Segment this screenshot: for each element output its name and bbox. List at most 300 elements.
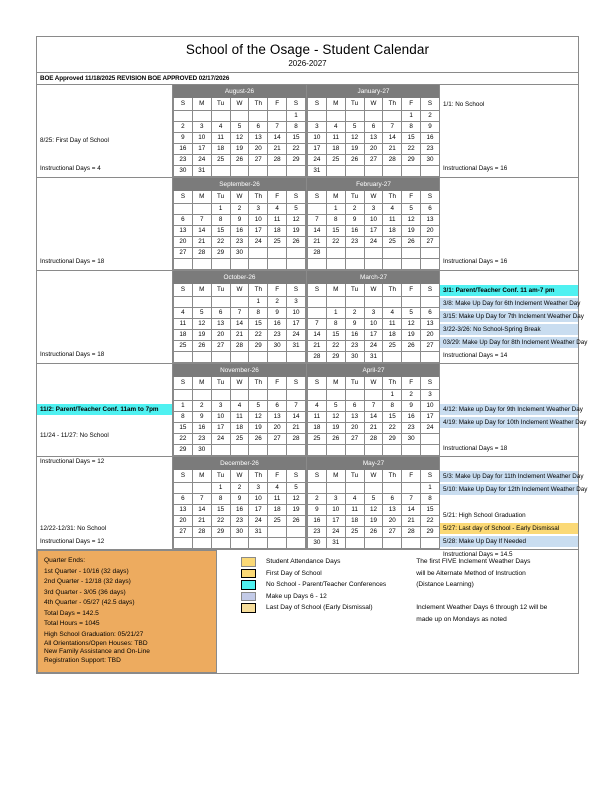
day-cell[interactable]: 15 [402, 133, 421, 144]
day-cell[interactable]: 28 [268, 155, 287, 166]
day-cell[interactable]: 7 [402, 494, 421, 505]
day-cell[interactable]: 11 [174, 319, 193, 330]
day-cell[interactable]: 28 [287, 434, 306, 445]
day-cell[interactable]: 19 [364, 516, 383, 527]
day-cell[interactable]: 27 [364, 155, 383, 166]
day-cell[interactable]: 19 [402, 330, 421, 341]
day-cell[interactable]: 9 [174, 133, 193, 144]
day-cell[interactable]: 26 [192, 341, 211, 352]
day-cell[interactable]: 21 [308, 341, 327, 352]
day-cell[interactable]: 16 [268, 319, 287, 330]
day-cell[interactable]: 5 [230, 122, 249, 133]
day-cell[interactable]: 20 [383, 516, 402, 527]
day-cell[interactable]: 25 [345, 527, 364, 538]
day-cell[interactable]: 3 [192, 122, 211, 133]
day-cell[interactable]: 27 [249, 155, 268, 166]
day-cell[interactable]: 23 [230, 516, 249, 527]
day-cell[interactable]: 10 [308, 133, 327, 144]
day-cell[interactable]: 3 [287, 297, 306, 308]
day-cell[interactable]: 18 [326, 144, 345, 155]
day-cell[interactable]: 29 [287, 155, 306, 166]
day-cell[interactable]: 15 [326, 330, 345, 341]
day-cell[interactable]: 20 [174, 237, 193, 248]
day-cell[interactable]: 31 [287, 341, 306, 352]
day-cell[interactable]: 3 [421, 390, 440, 401]
day-cell[interactable]: 12 [402, 319, 421, 330]
day-cell[interactable]: 25 [174, 341, 193, 352]
day-cell[interactable]: 4 [211, 122, 230, 133]
day-cell[interactable]: 1 [211, 483, 230, 494]
day-cell[interactable]: 16 [230, 505, 249, 516]
day-cell[interactable]: 29 [249, 341, 268, 352]
day-cell[interactable]: 18 [383, 226, 402, 237]
day-cell[interactable]: 1 [383, 390, 402, 401]
day-cell[interactable]: 20 [268, 423, 287, 434]
day-cell[interactable]: 9 [230, 215, 249, 226]
day-cell[interactable]: 24 [421, 423, 440, 434]
day-cell[interactable]: 18 [230, 423, 249, 434]
day-cell[interactable]: 7 [308, 319, 327, 330]
day-cell[interactable]: 23 [192, 434, 211, 445]
day-cell[interactable]: 5 [402, 204, 421, 215]
day-cell[interactable]: 19 [230, 144, 249, 155]
day-cell[interactable]: 16 [345, 226, 364, 237]
day-cell[interactable]: 29 [211, 248, 230, 259]
day-cell[interactable]: 7 [192, 494, 211, 505]
day-cell[interactable]: 28 [308, 352, 327, 363]
day-cell[interactable]: 24 [192, 155, 211, 166]
day-cell[interactable]: 28 [308, 248, 327, 259]
day-cell[interactable]: 1 [211, 204, 230, 215]
day-cell[interactable]: 11 [211, 133, 230, 144]
day-cell[interactable]: 8 [211, 494, 230, 505]
day-cell[interactable]: 5 [287, 483, 306, 494]
day-cell[interactable]: 11 [230, 412, 249, 423]
day-cell[interactable]: 27 [211, 341, 230, 352]
day-cell[interactable]: 2 [230, 483, 249, 494]
day-cell[interactable]: 6 [364, 122, 383, 133]
day-cell[interactable]: 4 [174, 308, 193, 319]
day-cell[interactable]: 3 [364, 308, 383, 319]
day-cell[interactable]: 15 [211, 505, 230, 516]
day-cell[interactable]: 13 [364, 133, 383, 144]
day-cell[interactable]: 30 [174, 166, 193, 177]
day-cell[interactable]: 23 [230, 237, 249, 248]
day-cell[interactable]: 29 [421, 527, 440, 538]
day-cell[interactable]: 18 [268, 505, 287, 516]
day-cell[interactable]: 1 [287, 111, 306, 122]
day-cell[interactable]: 5 [192, 308, 211, 319]
day-cell[interactable]: 7 [383, 122, 402, 133]
day-cell[interactable]: 19 [402, 226, 421, 237]
day-cell[interactable]: 30 [345, 352, 364, 363]
day-cell[interactable]: 8 [421, 494, 440, 505]
day-cell[interactable]: 2 [345, 308, 364, 319]
day-cell[interactable]: 6 [174, 494, 193, 505]
day-cell[interactable]: 8 [383, 401, 402, 412]
day-cell[interactable]: 25 [211, 155, 230, 166]
day-cell[interactable]: 4 [308, 401, 327, 412]
day-cell[interactable]: 25 [383, 237, 402, 248]
day-cell[interactable]: 22 [249, 330, 268, 341]
day-cell[interactable]: 9 [421, 122, 440, 133]
day-cell[interactable]: 10 [421, 401, 440, 412]
day-cell[interactable]: 3 [249, 204, 268, 215]
day-cell[interactable]: 18 [211, 144, 230, 155]
day-cell[interactable]: 21 [287, 423, 306, 434]
day-cell[interactable]: 14 [230, 319, 249, 330]
day-cell[interactable]: 15 [326, 226, 345, 237]
day-cell[interactable]: 14 [268, 133, 287, 144]
day-cell[interactable]: 24 [211, 434, 230, 445]
day-cell[interactable]: 11 [383, 319, 402, 330]
day-cell[interactable]: 29 [402, 155, 421, 166]
day-cell[interactable]: 6 [174, 215, 193, 226]
day-cell[interactable]: 10 [249, 215, 268, 226]
day-cell[interactable]: 3 [249, 483, 268, 494]
day-cell[interactable]: 5 [364, 494, 383, 505]
day-cell[interactable]: 14 [192, 226, 211, 237]
day-cell[interactable]: 6 [211, 308, 230, 319]
day-cell[interactable]: 26 [249, 434, 268, 445]
day-cell[interactable]: 28 [192, 527, 211, 538]
day-cell[interactable]: 16 [192, 423, 211, 434]
day-cell[interactable]: 16 [402, 412, 421, 423]
day-cell[interactable]: 12 [402, 215, 421, 226]
day-cell[interactable]: 1 [326, 308, 345, 319]
day-cell[interactable]: 31 [249, 527, 268, 538]
day-cell[interactable]: 14 [402, 505, 421, 516]
day-cell[interactable]: 22 [211, 516, 230, 527]
day-cell[interactable]: 30 [402, 434, 421, 445]
day-cell[interactable]: 26 [230, 155, 249, 166]
day-cell[interactable]: 3 [364, 204, 383, 215]
day-cell[interactable]: 12 [364, 505, 383, 516]
day-cell[interactable]: 4 [230, 401, 249, 412]
day-cell[interactable]: 24 [249, 516, 268, 527]
day-cell[interactable]: 4 [345, 494, 364, 505]
day-cell[interactable]: 30 [421, 155, 440, 166]
day-cell[interactable]: 6 [421, 204, 440, 215]
day-cell[interactable]: 10 [364, 319, 383, 330]
day-cell[interactable]: 17 [249, 505, 268, 516]
day-cell[interactable]: 16 [230, 226, 249, 237]
day-cell[interactable]: 7 [268, 122, 287, 133]
day-cell[interactable]: 30 [268, 341, 287, 352]
day-cell[interactable]: 13 [345, 412, 364, 423]
day-cell[interactable]: 1 [402, 111, 421, 122]
day-cell[interactable]: 20 [364, 144, 383, 155]
day-cell[interactable]: 31 [364, 352, 383, 363]
day-cell[interactable]: 13 [421, 215, 440, 226]
day-cell[interactable]: 28 [364, 434, 383, 445]
day-cell[interactable]: 25 [308, 434, 327, 445]
day-cell[interactable]: 22 [174, 434, 193, 445]
day-cell[interactable]: 7 [364, 401, 383, 412]
day-cell[interactable]: 14 [287, 412, 306, 423]
day-cell[interactable]: 15 [211, 226, 230, 237]
day-cell[interactable]: 24 [326, 527, 345, 538]
day-cell[interactable]: 27 [345, 434, 364, 445]
day-cell[interactable]: 12 [230, 133, 249, 144]
day-cell[interactable]: 28 [230, 341, 249, 352]
day-cell[interactable]: 3 [326, 494, 345, 505]
day-cell[interactable]: 24 [364, 237, 383, 248]
day-cell[interactable]: 29 [383, 434, 402, 445]
day-cell[interactable]: 12 [249, 412, 268, 423]
day-cell[interactable]: 26 [402, 341, 421, 352]
day-cell[interactable]: 12 [192, 319, 211, 330]
day-cell[interactable]: 20 [421, 226, 440, 237]
day-cell[interactable]: 18 [345, 516, 364, 527]
day-cell[interactable]: 25 [268, 516, 287, 527]
day-cell[interactable]: 23 [308, 527, 327, 538]
day-cell[interactable]: 16 [174, 144, 193, 155]
day-cell[interactable]: 2 [268, 297, 287, 308]
day-cell[interactable]: 8 [287, 122, 306, 133]
day-cell[interactable]: 25 [383, 341, 402, 352]
day-cell[interactable]: 19 [345, 144, 364, 155]
day-cell[interactable]: 7 [230, 308, 249, 319]
day-cell[interactable]: 30 [308, 538, 327, 549]
day-cell[interactable]: 10 [211, 412, 230, 423]
day-cell[interactable]: 21 [364, 423, 383, 434]
day-cell[interactable]: 15 [249, 319, 268, 330]
day-cell[interactable]: 8 [326, 215, 345, 226]
day-cell[interactable]: 3 [308, 122, 327, 133]
day-cell[interactable]: 6 [421, 308, 440, 319]
day-cell[interactable]: 21 [192, 516, 211, 527]
day-cell[interactable]: 4 [383, 204, 402, 215]
day-cell[interactable]: 14 [192, 505, 211, 516]
day-cell[interactable]: 25 [268, 237, 287, 248]
day-cell[interactable]: 17 [364, 226, 383, 237]
day-cell[interactable]: 14 [308, 226, 327, 237]
day-cell[interactable]: 2 [421, 111, 440, 122]
day-cell[interactable]: 22 [402, 144, 421, 155]
day-cell[interactable]: 24 [308, 155, 327, 166]
day-cell[interactable]: 23 [421, 144, 440, 155]
day-cell[interactable]: 2 [345, 204, 364, 215]
day-cell[interactable]: 17 [308, 144, 327, 155]
day-cell[interactable]: 28 [192, 248, 211, 259]
day-cell[interactable]: 22 [421, 516, 440, 527]
day-cell[interactable]: 15 [174, 423, 193, 434]
day-cell[interactable]: 2 [192, 401, 211, 412]
day-cell[interactable]: 15 [287, 133, 306, 144]
day-cell[interactable]: 22 [287, 144, 306, 155]
day-cell[interactable]: 21 [268, 144, 287, 155]
day-cell[interactable]: 26 [364, 527, 383, 538]
day-cell[interactable]: 7 [287, 401, 306, 412]
day-cell[interactable]: 13 [268, 412, 287, 423]
day-cell[interactable]: 23 [345, 237, 364, 248]
day-cell[interactable]: 8 [402, 122, 421, 133]
day-cell[interactable]: 2 [308, 494, 327, 505]
day-cell[interactable]: 30 [230, 248, 249, 259]
day-cell[interactable]: 7 [192, 215, 211, 226]
day-cell[interactable]: 8 [211, 215, 230, 226]
day-cell[interactable]: 20 [249, 144, 268, 155]
day-cell[interactable]: 12 [345, 133, 364, 144]
day-cell[interactable]: 22 [211, 237, 230, 248]
day-cell[interactable]: 19 [326, 423, 345, 434]
day-cell[interactable]: 6 [345, 401, 364, 412]
day-cell[interactable]: 17 [249, 226, 268, 237]
day-cell[interactable]: 9 [230, 494, 249, 505]
day-cell[interactable]: 17 [192, 144, 211, 155]
day-cell[interactable]: 23 [174, 155, 193, 166]
day-cell[interactable]: 19 [287, 226, 306, 237]
day-cell[interactable]: 14 [364, 412, 383, 423]
day-cell[interactable]: 12 [287, 215, 306, 226]
day-cell[interactable]: 17 [326, 516, 345, 527]
day-cell[interactable]: 9 [268, 308, 287, 319]
day-cell[interactable]: 13 [383, 505, 402, 516]
day-cell[interactable]: 6 [268, 401, 287, 412]
day-cell[interactable]: 31 [326, 538, 345, 549]
day-cell[interactable]: 18 [268, 226, 287, 237]
day-cell[interactable]: 10 [287, 308, 306, 319]
day-cell[interactable]: 13 [211, 319, 230, 330]
day-cell[interactable]: 13 [174, 226, 193, 237]
day-cell[interactable]: 23 [345, 341, 364, 352]
day-cell[interactable]: 8 [326, 319, 345, 330]
day-cell[interactable]: 14 [383, 133, 402, 144]
day-cell[interactable]: 16 [308, 516, 327, 527]
day-cell[interactable]: 5 [249, 401, 268, 412]
day-cell[interactable]: 31 [192, 166, 211, 177]
day-cell[interactable]: 24 [249, 237, 268, 248]
day-cell[interactable]: 5 [345, 122, 364, 133]
day-cell[interactable]: 25 [230, 434, 249, 445]
day-cell[interactable]: 21 [192, 237, 211, 248]
day-cell[interactable]: 2 [230, 204, 249, 215]
day-cell[interactable]: 11 [268, 215, 287, 226]
day-cell[interactable]: 27 [268, 434, 287, 445]
day-cell[interactable]: 26 [402, 237, 421, 248]
day-cell[interactable]: 30 [230, 527, 249, 538]
day-cell[interactable]: 30 [192, 445, 211, 456]
day-cell[interactable]: 9 [345, 319, 364, 330]
day-cell[interactable]: 21 [383, 144, 402, 155]
day-cell[interactable]: 14 [308, 330, 327, 341]
day-cell[interactable]: 19 [249, 423, 268, 434]
day-cell[interactable]: 24 [364, 341, 383, 352]
day-cell[interactable]: 9 [192, 412, 211, 423]
day-cell[interactable]: 3 [211, 401, 230, 412]
day-cell[interactable]: 16 [345, 330, 364, 341]
day-cell[interactable]: 17 [211, 423, 230, 434]
day-cell[interactable]: 27 [421, 341, 440, 352]
day-cell[interactable]: 29 [326, 352, 345, 363]
day-cell[interactable]: 19 [287, 505, 306, 516]
day-cell[interactable]: 16 [421, 133, 440, 144]
day-cell[interactable]: 20 [211, 330, 230, 341]
day-cell[interactable]: 17 [421, 412, 440, 423]
day-cell[interactable]: 18 [383, 330, 402, 341]
day-cell[interactable]: 10 [192, 133, 211, 144]
day-cell[interactable]: 11 [268, 494, 287, 505]
day-cell[interactable]: 8 [174, 412, 193, 423]
day-cell[interactable]: 26 [326, 434, 345, 445]
day-cell[interactable]: 23 [402, 423, 421, 434]
day-cell[interactable]: 15 [421, 505, 440, 516]
day-cell[interactable]: 20 [421, 330, 440, 341]
day-cell[interactable]: 29 [174, 445, 193, 456]
day-cell[interactable]: 27 [383, 527, 402, 538]
day-cell[interactable]: 20 [174, 516, 193, 527]
day-cell[interactable]: 21 [308, 237, 327, 248]
day-cell[interactable]: 22 [326, 341, 345, 352]
day-cell[interactable]: 11 [326, 133, 345, 144]
day-cell[interactable]: 12 [287, 494, 306, 505]
day-cell[interactable]: 19 [192, 330, 211, 341]
day-cell[interactable]: 26 [345, 155, 364, 166]
day-cell[interactable]: 9 [402, 401, 421, 412]
day-cell[interactable]: 11 [308, 412, 327, 423]
day-cell[interactable]: 26 [287, 237, 306, 248]
day-cell[interactable]: 28 [383, 155, 402, 166]
day-cell[interactable]: 1 [326, 204, 345, 215]
day-cell[interactable]: 8 [249, 308, 268, 319]
day-cell[interactable]: 26 [287, 516, 306, 527]
day-cell[interactable]: 22 [326, 237, 345, 248]
day-cell[interactable]: 6 [249, 122, 268, 133]
day-cell[interactable]: 15 [383, 412, 402, 423]
day-cell[interactable]: 7 [308, 215, 327, 226]
day-cell[interactable]: 28 [402, 527, 421, 538]
day-cell[interactable]: 13 [174, 505, 193, 516]
day-cell[interactable]: 23 [268, 330, 287, 341]
day-cell[interactable]: 20 [345, 423, 364, 434]
day-cell[interactable]: 25 [326, 155, 345, 166]
day-cell[interactable]: 2 [402, 390, 421, 401]
day-cell[interactable]: 12 [326, 412, 345, 423]
day-cell[interactable]: 31 [308, 166, 327, 177]
day-cell[interactable]: 1 [174, 401, 193, 412]
day-cell[interactable]: 21 [230, 330, 249, 341]
day-cell[interactable]: 2 [174, 122, 193, 133]
day-cell[interactable]: 13 [421, 319, 440, 330]
day-cell[interactable]: 1 [421, 483, 440, 494]
day-cell[interactable]: 10 [249, 494, 268, 505]
day-cell[interactable]: 27 [174, 248, 193, 259]
day-cell[interactable]: 5 [326, 401, 345, 412]
day-cell[interactable]: 9 [345, 215, 364, 226]
day-cell[interactable]: 4 [268, 483, 287, 494]
day-cell[interactable]: 9 [308, 505, 327, 516]
day-cell[interactable]: 10 [364, 215, 383, 226]
day-cell[interactable]: 27 [421, 237, 440, 248]
day-cell[interactable]: 27 [174, 527, 193, 538]
day-cell[interactable]: 18 [174, 330, 193, 341]
day-cell[interactable]: 4 [268, 204, 287, 215]
day-cell[interactable]: 22 [383, 423, 402, 434]
day-cell[interactable]: 10 [326, 505, 345, 516]
day-cell[interactable]: 1 [249, 297, 268, 308]
day-cell[interactable]: 29 [211, 527, 230, 538]
day-cell[interactable]: 11 [345, 505, 364, 516]
day-cell[interactable]: 13 [249, 133, 268, 144]
day-cell[interactable]: 11 [383, 215, 402, 226]
day-cell[interactable]: 17 [287, 319, 306, 330]
day-cell[interactable]: 5 [287, 204, 306, 215]
day-cell[interactable]: 6 [383, 494, 402, 505]
day-cell[interactable]: 4 [326, 122, 345, 133]
day-cell[interactable]: 18 [308, 423, 327, 434]
day-cell[interactable]: 21 [402, 516, 421, 527]
